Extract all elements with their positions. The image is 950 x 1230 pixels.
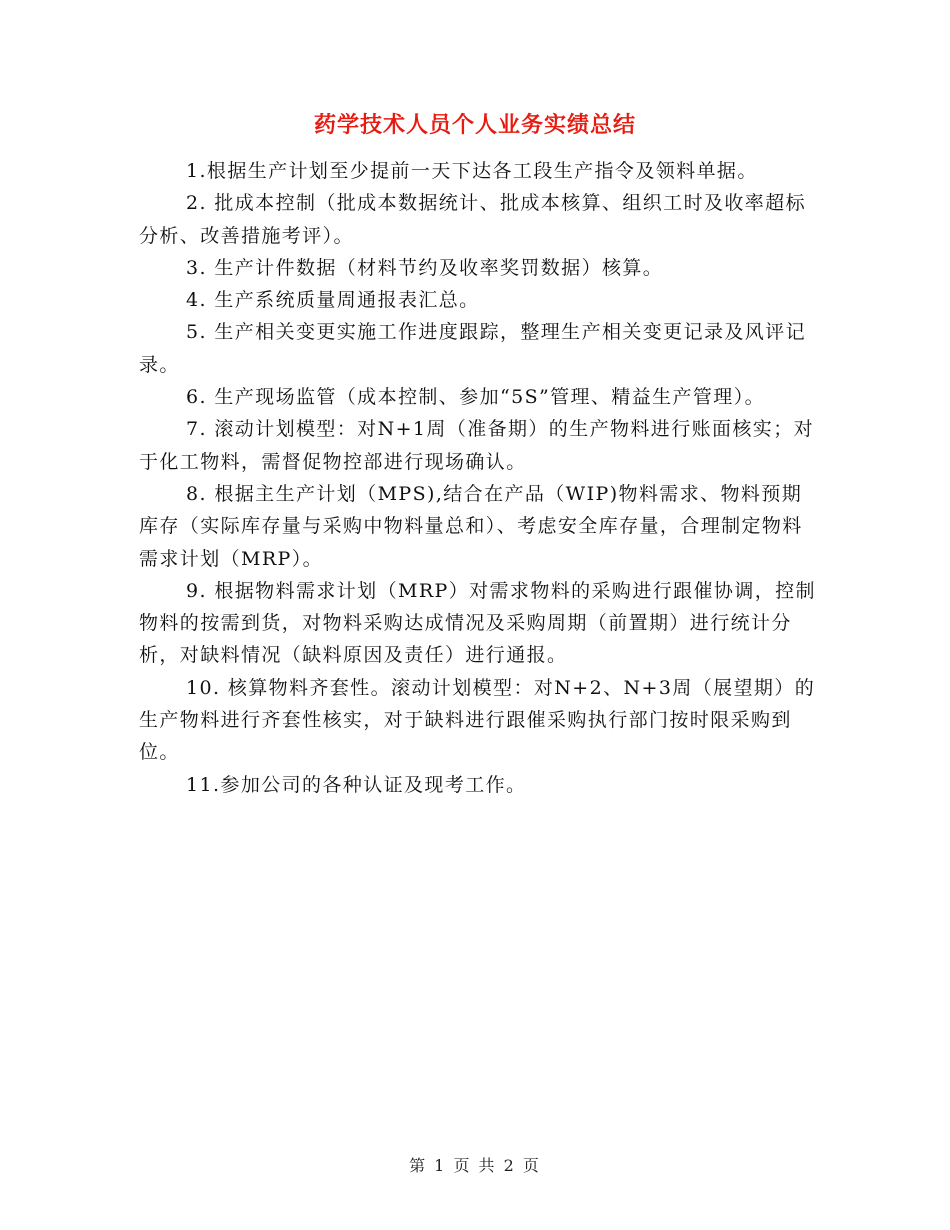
paragraph-10: 10. 核算物料齐套性。滚动计划模型：对N+2、N+3周（展望期）的生产物料进行齐套性核实，对于缺料进行跟催采购执行部门按时限采购到位。 (139, 676, 816, 764)
paragraph-1: 1.根据生产计划至少提前一天下达各工段生产指令及领料单据。 (186, 160, 758, 182)
document-title: 药学技术人员个人业务实绩总结 (313, 113, 636, 138)
paragraph-11: 11.参加公司的各种认证及现考工作。 (186, 773, 527, 796)
paragraph-7: 7. 滚动计划模型：对N+1周（准备期）的生产物料进行账面核实；对于化工物料，需督促物控部进行现场确认。 (139, 418, 815, 473)
page-footer: 第 1 页 共 2 页 (409, 1156, 541, 1175)
paragraph-5: 5. 生产相关变更实施工作进度跟踪，整理生产相关变更记录及风评记录。 (139, 321, 806, 376)
paragraph-3: 3. 生产计件数据（材料节约及收率奖罚数据）核算。 (186, 256, 664, 279)
paragraph-9: 9. 根据物料需求计划（MRP）对需求物料的采购进行跟催协调，控制物料的按需到货，对物料采购达成情况及采购周期（前置期）进行统计分析，对缺料情况（缺料原因及责任）进行通报。 (139, 579, 816, 667)
document-body (139, 155, 819, 801)
paragraph-6: 6. 生产现场监管（成本控制、参加“5S”管理、精益生产管理）。 (186, 386, 766, 409)
paragraph-8: 8. 根据主生产计划（MPS),结合在产品（WIP)物料需求、物料预期库存（实际库存量与采购中物料量总和）、考虑安全库存量，合理制定物料需求计划（MRP）。 (139, 482, 803, 570)
paragraph-4: 4. 生产系统质量周通报表汇总。 (186, 289, 480, 312)
paragraph-2: 2. 批成本控制（批成本数据统计、批成本核算、组织工时及收率超标分析、改善措施考评）。 (139, 192, 806, 247)
